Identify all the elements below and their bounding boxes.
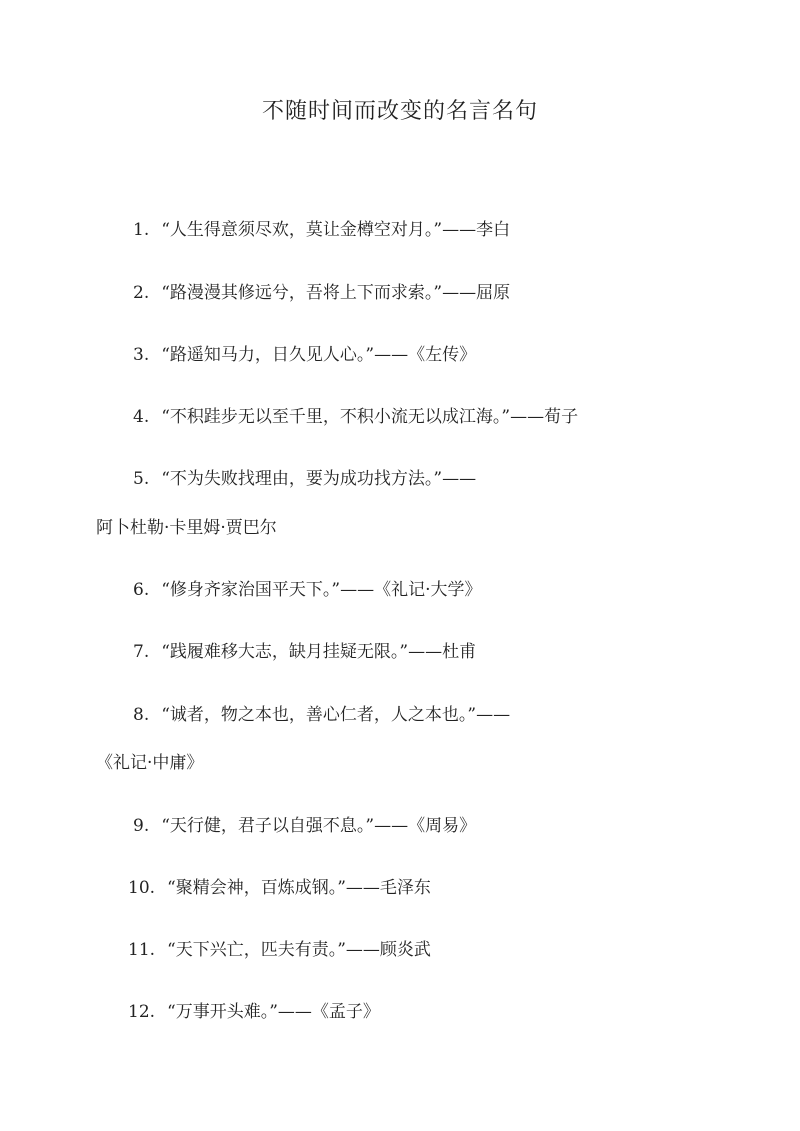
- quote-text: “诚者，物之本也，善心仁者，人之本也。”——: [161, 705, 511, 725]
- quote-text: “不积跬步无以至千里，不积小流无以成江海。”——荀子: [161, 407, 579, 427]
- quote-text: “人生得意须尽欢，莫让金樽空对月。”——李白: [161, 220, 511, 240]
- page-title: 不随时间而改变的名言名句: [261, 99, 538, 124]
- quote-number: 11.: [128, 940, 156, 960]
- quote-number: 9.: [133, 816, 150, 836]
- quote-text: “天下兴亡，匹夫有责。”——顾炎武: [167, 940, 431, 960]
- quote-text: “聚精会神，百炼成钢。”——毛泽东: [167, 878, 431, 898]
- quote-number: 12.: [128, 1002, 156, 1022]
- quote-number: 5.: [133, 469, 150, 489]
- quote-item-2: [133, 281, 510, 305]
- quote-text: “万事开头难。”——《孟子》: [167, 1002, 380, 1022]
- quote-number: 8.: [133, 705, 150, 725]
- quote-number: 7.: [133, 642, 150, 662]
- quote-number: 3.: [133, 345, 150, 365]
- quote-number: 2.: [133, 283, 150, 303]
- quote-item-6: [133, 578, 482, 602]
- quote-item-5: [133, 467, 476, 491]
- quote-item-10: [128, 876, 431, 900]
- quote-number: 10.: [128, 878, 156, 898]
- quote-item-11: [128, 938, 431, 962]
- quote-item-1: [133, 218, 510, 242]
- quote-item-9: [133, 814, 476, 838]
- quote-item-12: [128, 1000, 380, 1024]
- quote-text: “践履难移大志，缺月挂疑无限。”——杜甫: [161, 642, 477, 662]
- quote-text: “不为失败找理由，要为成功找方法。”——: [161, 469, 477, 489]
- quote-item-4: [133, 405, 578, 429]
- quote-item-3: [133, 343, 476, 367]
- quote-item-8: [133, 703, 510, 727]
- quote-item-8-continuation: 《礼记·中庸》: [96, 753, 204, 773]
- quote-item-5-continuation: 阿卜杜勒·卡里姆·贾巴尔: [96, 518, 277, 538]
- quote-text: “路漫漫其修远兮，吾将上下而求索。”——屈原: [161, 283, 511, 303]
- quote-number: 1.: [133, 220, 150, 240]
- quote-number: 6.: [133, 580, 150, 600]
- quote-text: “路遥知马力，日久见人心。”——《左传》: [161, 345, 477, 365]
- quote-text: “天行健，君子以自强不息。”——《周易》: [161, 816, 477, 836]
- quote-text: “修身齐家治国平天下。”——《礼记·大学》: [161, 580, 482, 600]
- quote-item-7: [133, 640, 476, 664]
- quote-number: 4.: [133, 407, 150, 427]
